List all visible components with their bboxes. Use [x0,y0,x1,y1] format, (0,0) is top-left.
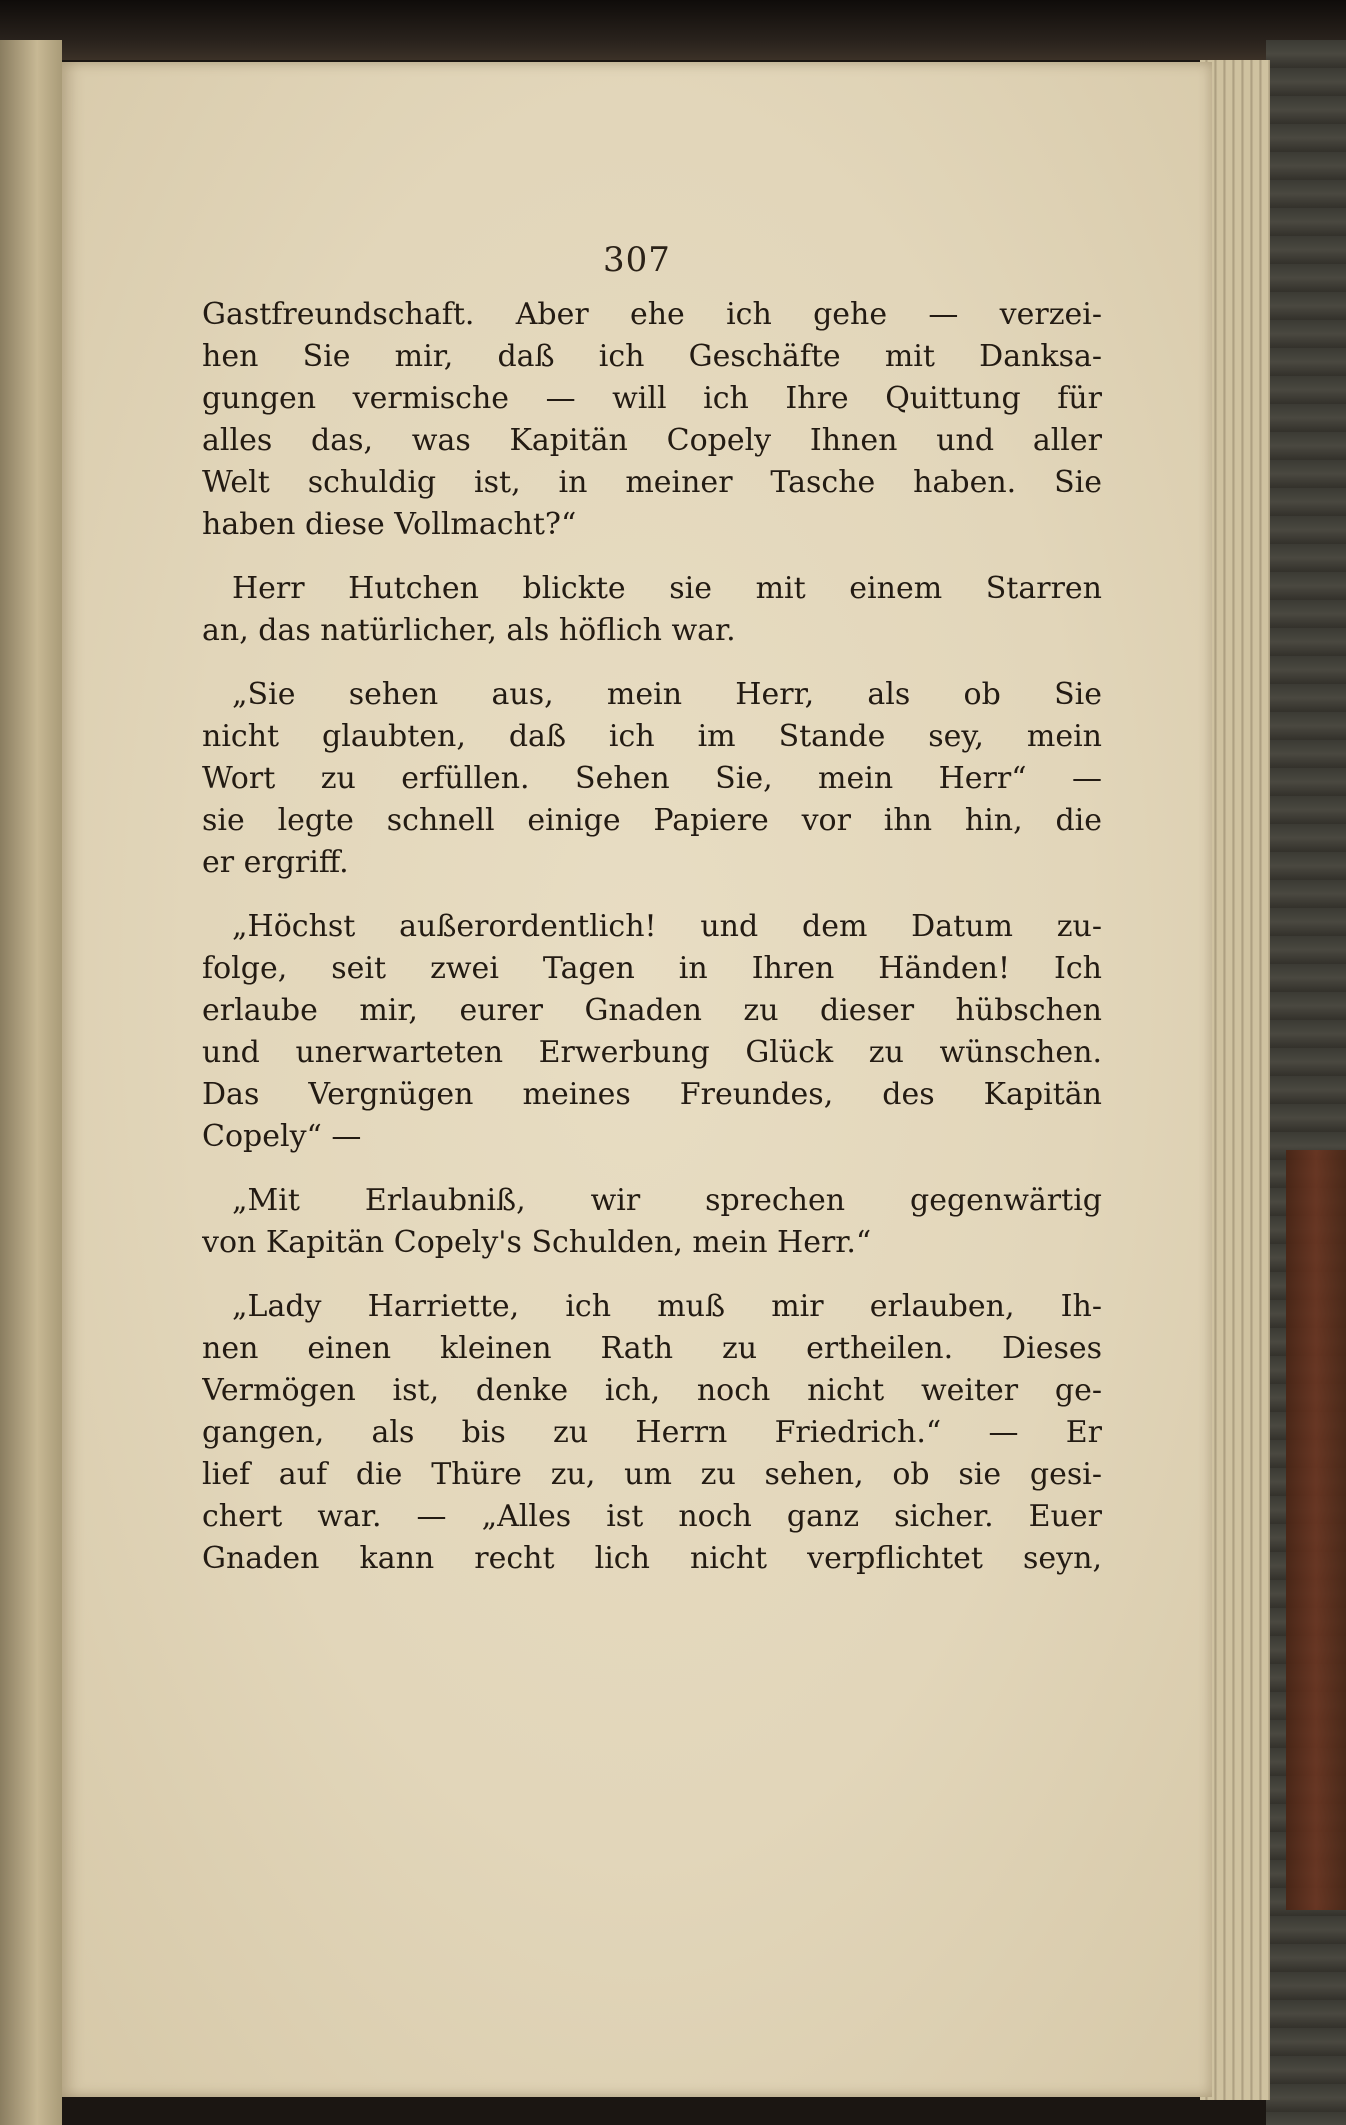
text-line: und unerwarteten Erwerbung Glück zu wünschen. [202,1035,1102,1070]
text-line: an, das natürlicher, als höflich war. [202,613,736,648]
book-cover-leather [1286,1150,1346,1910]
paragraph-2 [202,568,1102,652]
text-line: Gastfreundschaft. Aber ehe ich gehe — verzei- [202,297,1102,332]
text-line: „Höchst außerordentlich! und dem Datum zu- [232,909,1102,944]
text-line: Wort zu erfüllen. Sehen Sie, mein Herr“ — [202,761,1102,796]
text-line: von Kapitän Copely's Schulden, mein Herr.“ [202,1225,872,1260]
text-line: hen Sie mir, daß ich Geschäfte mit Danksa- [202,339,1102,374]
page-number: 307 [603,240,671,280]
scan-top-edge [0,0,1346,60]
text-line: gungen vermische — will ich Ihre Quittung für [202,381,1102,416]
text-line: Copely“ — [202,1119,362,1154]
text-line: nen einen kleinen Rath zu ertheilen. Dieses [202,1331,1102,1366]
paragraph-4 [202,906,1102,1158]
text-line: gangen, als bis zu Herrn Friedrich.“ — Er [202,1415,1102,1450]
text-line: chert war. — „Alles ist noch ganz sicher. Euer [202,1499,1102,1534]
book-page [62,62,1212,2097]
paragraph-5 [202,1180,1102,1264]
text-line: alles das, was Kapitän Copely Ihnen und aller [202,423,1102,458]
text-line: „Lady Harriette, ich muß mir erlauben, Ih- [232,1289,1102,1324]
text-line: Gnaden kann recht lich nicht verpflichtet seyn, [202,1541,1102,1576]
paragraph-3 [202,674,1102,884]
text-line: folge, seit zwei Tagen in Ihren Händen! Ich [202,951,1102,986]
binding-gutter [0,40,62,2125]
text-line: „Mit Erlaubniß, wir sprechen gegenwärtig [232,1183,1102,1218]
text-line: er ergriff. [202,845,349,880]
text-line: lief auf die Thüre zu, um zu sehen, ob sie gesi- [202,1457,1102,1492]
text-line: Vermögen ist, denke ich, noch nicht weiter ge- [202,1373,1102,1408]
text-line: Das Vergnügen meines Freundes, des Kapitän [202,1077,1102,1112]
text-line: Herr Hutchen blickte sie mit einem Starren [232,571,1102,606]
text-line: nicht glaubten, daß ich im Stande sey, mein [202,719,1102,754]
paragraph-1 [202,294,1102,546]
body-text [202,294,1102,1580]
text-line: Welt schuldig ist, in meiner Tasche haben. Sie [202,465,1102,500]
text-line: erlaube mir, eurer Gnaden zu dieser hübschen [202,993,1102,1028]
paragraph-6 [202,1286,1102,1580]
text-line: sie legte schnell einige Papiere vor ihn hin, die [202,803,1102,838]
text-line: „Sie sehen aus, mein Herr, als ob Sie [232,677,1102,712]
text-line: haben diese Vollmacht?“ [202,507,577,542]
